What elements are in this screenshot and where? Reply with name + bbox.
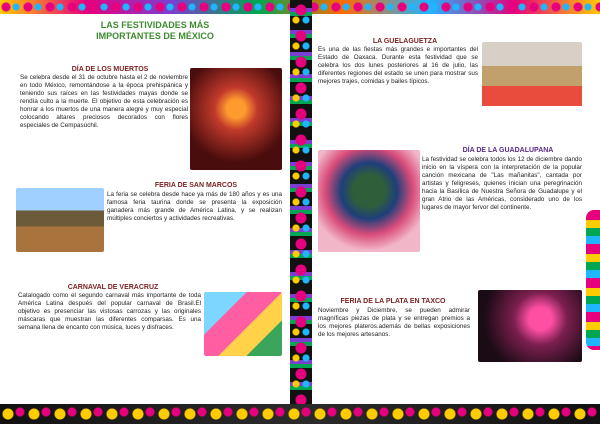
decorative-center-spine bbox=[290, 0, 312, 424]
photo-la-guelaguetza bbox=[482, 42, 582, 122]
photo-dia-de-los-muertos bbox=[190, 68, 282, 170]
text-feria-de-la-plata: Noviembre y Diciembre, se pueden admirar magníficas piezas de plata y se entregan premios a los mejores plateros.además de bellas exposiciones de los mejores artesanos. bbox=[318, 307, 470, 338]
heading-dia-de-los-muertos: DÍA DE LOS MUERTOS bbox=[71, 66, 149, 73]
text-carnaval-de-veracruz: Catalogado como el segundo carnaval más importante de toda América Latina después del popular carnaval de Brasil.El objetivo es presenciar las vistosas carrozas y las originales máscaras que muestran las diferentes comparsas. Es una semana llena de encanto con música, luces y disfraces. bbox=[18, 292, 201, 331]
text-dia-de-los-muertos: Se celebra desde el 31 de octubre hasta el 2 de noviembre en todo México, remontándose a la época prehispánica y teniendo sus raíces en las festividades mayas donde se rendía culto a la muerte. El objetivo de esta celebración es honrar a los muertos de una manera alegre y muy especial colocando altares preciosos decorados con flores especiales de Cempasúchil. bbox=[20, 74, 188, 129]
heading-la-guelaguetza: LA GUELAGUETZA bbox=[372, 38, 438, 45]
text-dia-de-la-guadalupana: La festividad se celebra todos los 12 de diciembre dando inicio en la víspera con la interpretación de la popular canción mexicana de "Las mañanitas", cantada por artistas y feligreses, quienes inician una peregrinación hacia la Basílica de Nuestra Señora de Guadalupe y el gran Atrio de las Américas, considerado uno de los lugares de mayor fervor del continente. bbox=[422, 156, 582, 211]
heading-feria-de-san-marcos: FERIA DE SAN MARCOS bbox=[154, 182, 238, 189]
heading-carnaval-de-veracruz: CARNAVAL DE VERACRUZ bbox=[67, 284, 159, 291]
photo-feria-de-la-plata bbox=[478, 290, 582, 362]
heading-feria-de-la-plata: FERIA DE LA PLATA EN TAXCO bbox=[340, 298, 446, 305]
photo-carnaval-de-veracruz bbox=[204, 292, 282, 356]
heading-dia-de-la-guadalupana: DÍA DE LA GUADALUPANA bbox=[462, 147, 554, 154]
decorative-bottom-border bbox=[0, 404, 600, 424]
decorative-right-ornament bbox=[586, 210, 600, 350]
page-title: LAS FESTIVIDADES MÁS IMPORTANTES DE MÉXICO bbox=[96, 20, 214, 41]
text-feria-de-san-marcos: La feria se celebra desde hace ya más de 180 años y es una famosa feria taurina donde se presenta la exposición ganadera más grande de América Latina, y se realizan múltiples conciertos y actividades recreativas. bbox=[107, 191, 282, 222]
photo-dia-de-la-guadalupana bbox=[318, 150, 420, 252]
photo-feria-de-san-marcos bbox=[16, 188, 104, 252]
text-la-guelaguetza: Es una de las fiestas más grandes e importantes del Estado de Oaxaca. Durante esta festividad que se celebra los dos lunes posteriores al 16 de julio, las diferentes regiones del estado se unen para mostrar sus mejores trajes, comidas y bailes típicos. bbox=[318, 46, 478, 85]
